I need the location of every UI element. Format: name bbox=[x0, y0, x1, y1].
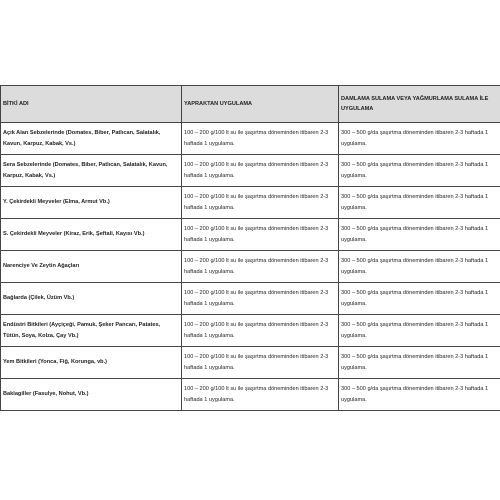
table-row bbox=[1, 347, 500, 379]
drip-dose-cell: 300 – 500 g/da şaşırtma döneminden itibaren 2-3 haftada 1 uygulama. bbox=[339, 315, 500, 347]
plant-name-cell: Narenciye Ve Zeytin Ağaçları bbox=[1, 251, 182, 283]
plant-name-cell: S. Çekirdekli Meyveler (Kiraz, Erik, Şeftali, Kayısı Vb.) bbox=[1, 219, 182, 251]
table-row bbox=[1, 315, 500, 347]
dosage-table bbox=[0, 85, 500, 411]
drip-dose-cell: 300 – 500 g/da şaşırtma döneminden itibaren 2-3 haftada 1 uygulama. bbox=[339, 379, 500, 411]
drip-dose-cell: 300 – 500 g/da şaşırtma döneminden itibaren 2-3 haftada 1 uygulama. bbox=[339, 187, 500, 219]
drip-dose-cell: 300 – 500 g/da şaşırtma döneminden itibaren 2-3 haftada 1 uygulama. bbox=[339, 283, 500, 315]
foliar-dose-cell: 100 – 200 g/100 lt su ile şaşırtma döneminden itibaren 2-3 haftada 1 uygulama. bbox=[182, 187, 339, 219]
table-row bbox=[1, 123, 500, 155]
drip-dose-cell: 300 – 500 g/da şaşırtma döneminden itibaren 2-3 haftada 1 uygulama. bbox=[339, 123, 500, 155]
header-plant-name: BİTKİ ADI bbox=[1, 86, 182, 123]
foliar-dose-cell: 100 – 200 g/100 lt su ile şaşırtma döneminden itibaren 2-3 haftada 1 uygulama. bbox=[182, 347, 339, 379]
foliar-dose-cell: 100 – 200 g/100 lt su ile şaşırtma döneminden itibaren 2-3 haftada 1 uygulama. bbox=[182, 315, 339, 347]
foliar-dose-cell: 100 – 200 g/100 lt su ile şaşırtma döneminden itibaren 2-3 haftada 1 uygulama. bbox=[182, 283, 339, 315]
foliar-dose-cell: 100 – 200 g/100 lt su ile şaşırtma döneminden itibaren 2-3 haftada 1 uygulama. bbox=[182, 123, 339, 155]
plant-name-cell: Y. Çekirdekli Meyveler (Elma, Armut Vb.) bbox=[1, 187, 182, 219]
table-row bbox=[1, 187, 500, 219]
drip-dose-cell: 300 – 500 g/da şaşırtma döneminden itibaren 2-3 haftada 1 uygulama. bbox=[339, 155, 500, 187]
foliar-dose-cell: 100 – 200 g/100 lt su ile şaşırtma döneminden itibaren 2-3 haftada 1 uygulama. bbox=[182, 251, 339, 283]
drip-dose-cell: 300 – 500 g/da şaşırtma döneminden itibaren 2-3 haftada 1 uygulama. bbox=[339, 219, 500, 251]
drip-dose-cell: 300 – 500 g/da şaşırtma döneminden itibaren 2-3 haftada 1 uygulama. bbox=[339, 347, 500, 379]
plant-name-cell: Baklagiller (Fasulye, Nohut, Vb.) bbox=[1, 379, 182, 411]
header-drip-irrigation-application: DAMLAMA SULAMA VEYA YAĞMURLAMA SULAMA İLE UYGULAMA bbox=[339, 86, 500, 123]
table-header-row bbox=[1, 86, 500, 123]
drip-dose-cell: 300 – 500 g/da şaşırtma döneminden itibaren 2-3 haftada 1 uygulama. bbox=[339, 251, 500, 283]
table-row bbox=[1, 379, 500, 411]
foliar-dose-cell: 100 – 200 g/100 lt su ile şaşırtma döneminden itibaren 2-3 haftada 1 uygulama. bbox=[182, 379, 339, 411]
table-row bbox=[1, 155, 500, 187]
table-row bbox=[1, 251, 500, 283]
plant-name-cell: Yem Bitkileri (Yonca, Fiğ, Korunga, vb.) bbox=[1, 347, 182, 379]
table-row bbox=[1, 283, 500, 315]
plant-name-cell: Açık Alan Sebzelerinde (Domates, Biber, Patlıcan, Salatalık, Kavun, Karpuz, Kabak, Vs.) bbox=[1, 123, 182, 155]
table-row bbox=[1, 219, 500, 251]
dosage-table-container bbox=[0, 85, 500, 411]
header-foliar-application: YAPRAKTAN UYGULAMA bbox=[182, 86, 339, 123]
plant-name-cell: Endüstri Bitkileri (Ayçiçeği, Pamuk, Şeker Pancarı, Patates, Tütün, Soya, Kolza, Çay Vb.) bbox=[1, 315, 182, 347]
foliar-dose-cell: 100 – 200 g/100 lt su ile şaşırtma döneminden itibaren 2-3 haftada 1 uygulama. bbox=[182, 155, 339, 187]
plant-name-cell: Sera Sebzelerinde (Domates, Biber, Patlıcan, Salatalık, Kavun, Karpuz, Kabak, Vs.) bbox=[1, 155, 182, 187]
plant-name-cell: Bağlarda (Çilek, Üzüm Vb.) bbox=[1, 283, 182, 315]
foliar-dose-cell: 100 – 200 g/100 lt su ile şaşırtma döneminden itibaren 2-3 haftada 1 uygulama. bbox=[182, 219, 339, 251]
